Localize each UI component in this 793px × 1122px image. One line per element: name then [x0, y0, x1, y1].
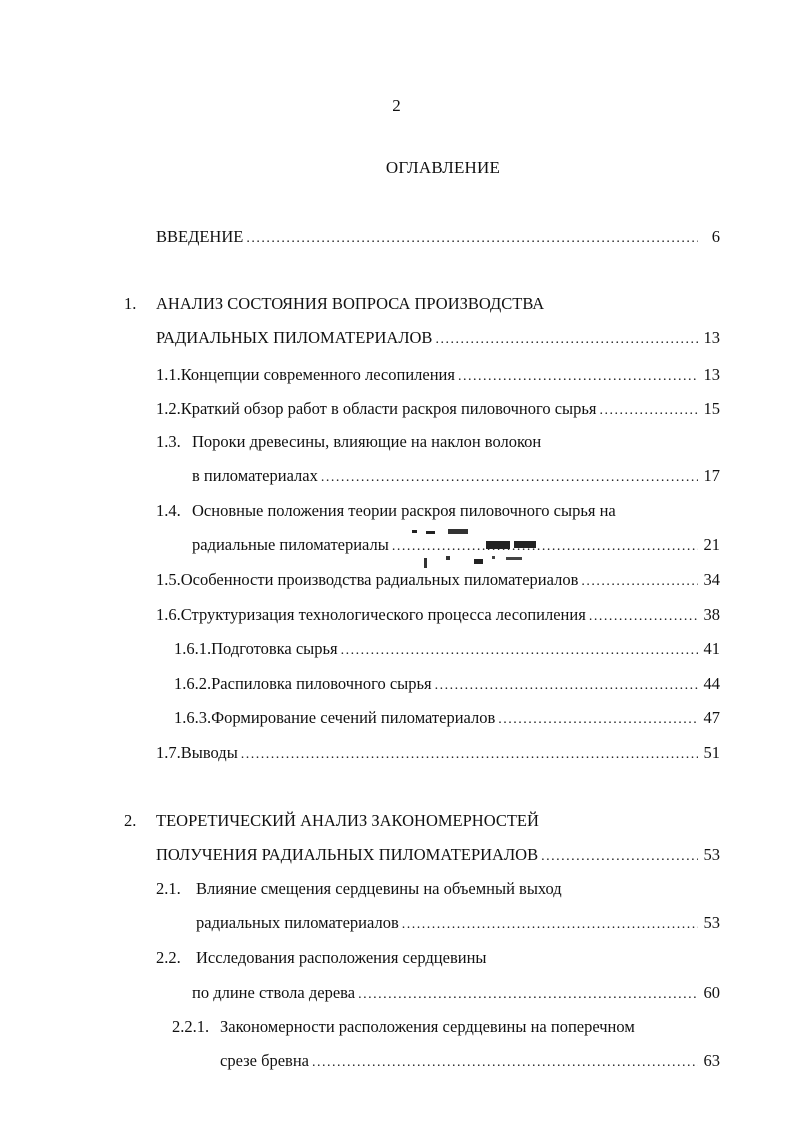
toc-entry-text: ВВЕДЕНИЕ [156, 227, 244, 246]
leader-dots [341, 640, 698, 662]
toc-section-number: 1.3. [156, 432, 181, 451]
toc-entry-page: 63 [703, 1051, 720, 1070]
toc-chapter-number: 2. [124, 811, 137, 830]
toc-entry-intro [156, 226, 720, 248]
toc-entry-text: Выводы [180, 743, 238, 762]
toc-entry-page: 51 [703, 743, 720, 762]
leader-dots [589, 606, 698, 628]
leader-dots [358, 984, 698, 1006]
toc-entry-1-4 [192, 534, 720, 556]
toc-chapter-number: 1. [124, 294, 137, 313]
toc-entry-text: Влияние смещения сердцевины на объемный выход [196, 879, 562, 898]
leader-dots [435, 675, 698, 697]
leader-dots [581, 571, 698, 593]
leader-dots [321, 467, 698, 489]
toc-entry-text: Краткий обзор работ в области раскроя пиловочного сырья [180, 399, 597, 418]
leader-dots [312, 1052, 698, 1074]
toc-entry-text: Особенности производства радиальных пиломатериалов [180, 570, 579, 589]
toc-entry-text: Концепции современного лесопиления [180, 365, 455, 384]
toc-entry-text: Пороки древесины, влияющие на наклон волокон [192, 432, 542, 451]
toc-section-number: 1.6. [156, 605, 181, 624]
toc-chapter-2-heading [124, 810, 539, 832]
toc-entry-page: 38 [703, 605, 720, 624]
toc-entry-page: 13 [703, 328, 720, 347]
leader-dots [435, 329, 698, 351]
toc-section-number: 1.6.2. [174, 674, 212, 693]
toc-entry-text: РАДИАЛЬНЫХ ПИЛОМАТЕРИАЛОВ [156, 328, 433, 347]
toc-entry-2-2 [192, 982, 720, 1004]
toc-entry-text: Структуризация технологического процесса лесопиления [180, 605, 586, 624]
toc-section-number: 1.5. [156, 570, 181, 589]
toc-entry-1-4-heading [156, 500, 616, 522]
toc-section-number: 1.4. [156, 501, 181, 520]
toc-entry-text: радиальных пиломатериалов [196, 913, 399, 932]
leader-dots [498, 709, 698, 731]
toc-section-number: 1.7. [156, 743, 181, 762]
toc-entry-page: 13 [703, 365, 720, 384]
toc-entry-page: 17 [703, 466, 720, 485]
toc-entry-page: 15 [703, 399, 720, 418]
leader-dots [241, 744, 698, 766]
toc-chapter-1 [156, 327, 720, 349]
toc-entry-text: по длине ствола дерева [192, 983, 356, 1002]
leader-dots [392, 536, 698, 558]
toc-title: ОГЛАВЛЕНИЕ [385, 158, 501, 177]
toc-entry-text: радиальные пиломатериалы [192, 535, 389, 554]
toc-entry-text: Подготовка сырья [211, 639, 338, 658]
toc-entry-page: 60 [703, 983, 720, 1002]
toc-entry-1-2 [156, 398, 720, 420]
leader-dots [541, 846, 698, 868]
toc-chapter-2 [156, 844, 720, 866]
toc-entry-text: ПОЛУЧЕНИЯ РАДИАЛЬНЫХ ПИЛОМАТЕРИАЛОВ [156, 845, 539, 864]
toc-entry-1-7 [156, 742, 720, 764]
toc-entry-page: 41 [703, 639, 720, 658]
toc-entry-text: Формирование сечений пиломатериалов [211, 708, 496, 727]
toc-entry-page: 6 [711, 227, 720, 246]
toc-entry-1-6-2 [174, 673, 720, 695]
toc-entry-text: Распиловка пиловочного сырья [211, 674, 432, 693]
toc-entry-text: в пиломатериалах [192, 466, 318, 485]
toc-section-number: 1.6.1. [174, 639, 212, 658]
toc-entry-1-3 [192, 465, 720, 487]
toc-entry-text: ТЕОРЕТИЧЕСКИЙ АНАЛИЗ ЗАКОНОМЕРНОСТЕЙ [156, 811, 539, 830]
toc-section-number: 2.1. [156, 879, 181, 898]
toc-chapter-1-heading [124, 293, 544, 315]
toc-entry-text: АНАЛИЗ СОСТОЯНИЯ ВОПРОСА ПРОИЗВОДСТВА [156, 294, 545, 313]
toc-entry-page: 34 [703, 570, 720, 589]
toc-entry-page: 47 [703, 708, 720, 727]
toc-entry-1-6 [156, 604, 720, 626]
toc-entry-text: Закономерности расположения сердцевины на поперечном [220, 1017, 635, 1036]
toc-entry-2-2-1-heading [172, 1016, 635, 1038]
toc-entry-1-3-heading [156, 431, 541, 453]
toc-entry-page: 53 [703, 845, 720, 864]
toc-section-number: 1.6.3. [174, 708, 212, 727]
toc-section-number: 1.2. [156, 399, 181, 418]
toc-entry-2-1 [196, 912, 720, 934]
toc-section-number: 1.1. [156, 365, 181, 384]
toc-section-number: 2.2. [156, 948, 181, 967]
toc-entry-page: 21 [703, 535, 720, 554]
toc-entry-text: срезе бревна [220, 1051, 309, 1070]
toc-entry-text: Исследования расположения сердцевины [196, 948, 487, 967]
page-number: 2 [392, 96, 401, 115]
toc-entry-1-6-3 [174, 707, 720, 729]
toc-entry-2-1-heading [156, 878, 562, 900]
leader-dots [246, 228, 698, 250]
toc-entry-page: 53 [703, 913, 720, 932]
toc-entry-2-2-heading [156, 947, 487, 969]
leader-dots [599, 400, 698, 422]
toc-entry-page: 44 [703, 674, 720, 693]
leader-dots [402, 914, 698, 936]
leader-dots [458, 366, 698, 388]
toc-entry-1-6-1 [174, 638, 720, 660]
toc-section-number: 2.2.1. [172, 1017, 210, 1036]
toc-entry-1-1 [156, 364, 720, 386]
toc-entry-2-2-1 [220, 1050, 720, 1072]
toc-entry-text: Основные положения теории раскроя пиловочного сырья на [192, 501, 616, 520]
toc-entry-1-5 [156, 569, 720, 591]
